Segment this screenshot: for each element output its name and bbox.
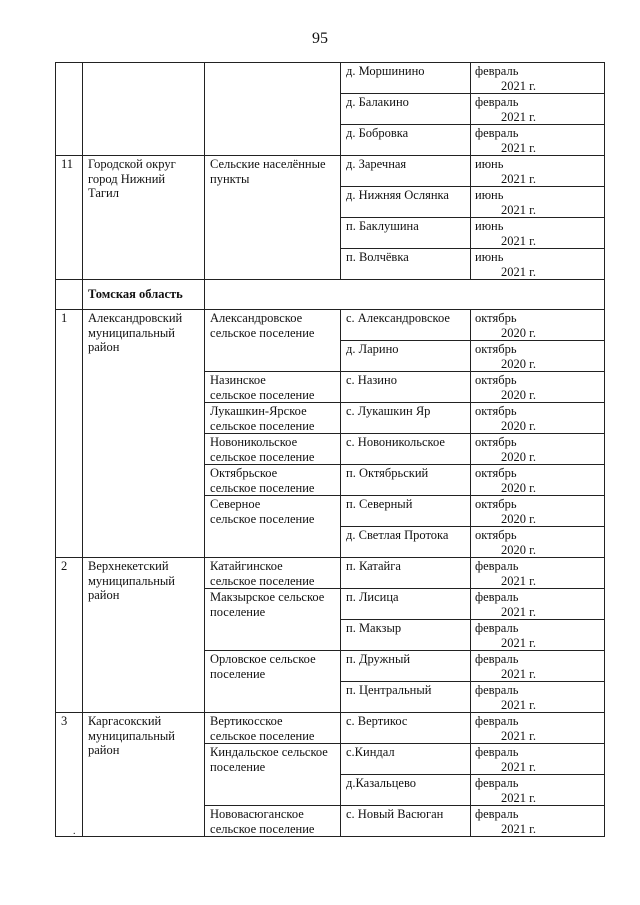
- locality-cell: п. Макзыр: [341, 620, 471, 651]
- cell-line: 2021 г.: [501, 233, 536, 248]
- cell-line: июнь: [475, 250, 504, 264]
- date-cell: [471, 94, 605, 125]
- cell-line: Орловское сельское: [210, 652, 316, 666]
- cell-line: город Нижний: [88, 171, 166, 186]
- page-number: 95: [312, 30, 328, 47]
- cell-line: октябрь: [475, 435, 517, 449]
- date-cell: [471, 63, 605, 94]
- locality-cell: п. Лисица: [341, 589, 471, 620]
- region-row: [56, 280, 605, 310]
- date-cell: [471, 310, 605, 341]
- cell-line: район: [88, 340, 120, 354]
- locality-cell: д. Моршинино: [341, 63, 471, 94]
- locality-cell: с. Вертикос: [341, 713, 471, 744]
- locality-cell: п. Дружный: [341, 651, 471, 682]
- cell-line: сельское поселение: [210, 511, 315, 526]
- locality-cell: д. Бобровка: [341, 125, 471, 156]
- district-cell: [83, 63, 205, 156]
- locality-cell: п. Баклушина: [341, 218, 471, 249]
- date-cell: [471, 403, 605, 434]
- cell-line: февраль: [475, 745, 519, 759]
- cell-line: октябрь: [475, 528, 517, 542]
- district-cell: [83, 156, 205, 280]
- cell-line: октябрь: [475, 466, 517, 480]
- region-empty-cell: [56, 280, 83, 310]
- locality-cell: д. Светлая Протока: [341, 527, 471, 558]
- date-cell: [471, 249, 605, 280]
- cell-line: июнь: [475, 219, 504, 233]
- cell-line: сельское поселение: [210, 449, 315, 464]
- cell-line: сельское поселение: [210, 387, 315, 402]
- cell-line: Октябрьское: [210, 466, 278, 480]
- date-cell: [471, 713, 605, 744]
- cell-line: февраль: [475, 807, 519, 821]
- district-cell: [83, 713, 205, 837]
- settlement-cell: [205, 558, 341, 589]
- cell-line: пункты: [210, 171, 250, 186]
- cell-line: февраль: [475, 621, 519, 635]
- cell-line: февраль: [475, 126, 519, 140]
- cell-line: 2020 г.: [501, 387, 536, 402]
- date-cell: [471, 806, 605, 837]
- region-rest-cell: [205, 280, 605, 310]
- locality-cell: д. Балакино: [341, 94, 471, 125]
- cell-line: 2021 г.: [501, 821, 536, 836]
- cell-line: муниципальный: [88, 325, 175, 340]
- settlement-cell: [205, 63, 341, 156]
- cell-line: поселение: [210, 604, 266, 619]
- cell-line: район: [88, 588, 120, 602]
- locality-cell: п. Октябрьский: [341, 465, 471, 496]
- cell-line: сельское поселение: [210, 728, 315, 743]
- settlement-cell: [205, 372, 341, 403]
- cell-line: поселение: [210, 759, 266, 774]
- locality-cell: д. Заречная: [341, 156, 471, 187]
- cell-line: 2020 г.: [501, 356, 536, 371]
- region-title-cell: Томская область: [83, 280, 205, 310]
- locality-cell: п. Волчёвка: [341, 249, 471, 280]
- cell-line: Вертикосское: [210, 714, 283, 728]
- date-cell: [471, 651, 605, 682]
- cell-line: сельское поселение: [210, 480, 315, 495]
- cell-line: 2021 г.: [501, 202, 536, 217]
- row-number-cell: 11: [56, 156, 83, 280]
- locality-cell: п. Центральный: [341, 682, 471, 713]
- date-cell: [471, 218, 605, 249]
- cell-line: 2021 г.: [501, 697, 536, 712]
- locality-cell: д. Нижняя Ослянка: [341, 187, 471, 218]
- cell-line: 2021 г.: [501, 264, 536, 279]
- date-cell: [471, 372, 605, 403]
- cell-line: Городской округ: [88, 157, 176, 171]
- date-cell: [471, 156, 605, 187]
- locality-cell: с. Назино: [341, 372, 471, 403]
- settlement-cell: [205, 651, 341, 713]
- date-cell: [471, 341, 605, 372]
- cell-line: Макзырское сельское: [210, 590, 325, 604]
- cell-line: 2021 г.: [501, 140, 536, 155]
- cell-line: район: [88, 743, 120, 757]
- table-row: [56, 558, 605, 589]
- cell-line: 2020 г.: [501, 542, 536, 557]
- cell-line: 2020 г.: [501, 449, 536, 464]
- cell-line: 2020 г.: [501, 325, 536, 340]
- cell-line: Александровский: [88, 311, 183, 325]
- settlement-cell: [205, 806, 341, 837]
- cell-line: муниципальный: [88, 728, 175, 743]
- cell-line: 2020 г.: [501, 418, 536, 433]
- cell-line: 2021 г.: [501, 604, 536, 619]
- table-row: [56, 713, 605, 744]
- cell-line: февраль: [475, 714, 519, 728]
- cell-line: февраль: [475, 64, 519, 78]
- cell-line: 2021 г.: [501, 790, 536, 805]
- cell-line: Катайгинское: [210, 559, 283, 573]
- cell-line: муниципальный: [88, 573, 175, 588]
- cell-line: сельское поселение: [210, 573, 315, 588]
- date-cell: [471, 620, 605, 651]
- cell-line: июнь: [475, 188, 504, 202]
- cell-line: Тагил: [88, 186, 119, 200]
- cell-line: 2021 г.: [501, 78, 536, 93]
- cell-line: 2021 г.: [501, 759, 536, 774]
- settlement-cell: [205, 403, 341, 434]
- locality-cell: п. Северный: [341, 496, 471, 527]
- cell-line: 2021 г.: [501, 171, 536, 186]
- locality-cell: с. Новый Васюган: [341, 806, 471, 837]
- date-cell: [471, 496, 605, 527]
- cell-line: февраль: [475, 95, 519, 109]
- cell-line: октябрь: [475, 404, 517, 418]
- locality-cell: д. Ларино: [341, 341, 471, 372]
- date-cell: [471, 125, 605, 156]
- settlement-cell: [205, 434, 341, 465]
- cell-line: февраль: [475, 683, 519, 697]
- cell-line: Александровское: [210, 311, 303, 325]
- cell-line: февраль: [475, 590, 519, 604]
- locality-cell: с. Новоникольское: [341, 434, 471, 465]
- cell-line: сельское поселение: [210, 821, 315, 836]
- cell-line: октябрь: [475, 373, 517, 387]
- cell-line: Северное: [210, 497, 261, 511]
- date-cell: [471, 589, 605, 620]
- cell-line: Назинское: [210, 373, 266, 387]
- cell-line: февраль: [475, 776, 519, 790]
- district-cell: [83, 558, 205, 713]
- cell-line: 2021 г.: [501, 728, 536, 743]
- date-cell: [471, 187, 605, 218]
- date-cell: [471, 744, 605, 775]
- settlement-cell: [205, 713, 341, 744]
- settlement-cell: [205, 496, 341, 558]
- locality-cell: с.Киндал: [341, 744, 471, 775]
- cell-line: Каргасокский: [88, 714, 162, 728]
- cell-line: февраль: [475, 559, 519, 573]
- cell-line: февраль: [475, 652, 519, 666]
- row-number-cell: [56, 63, 83, 156]
- table-row: [56, 156, 605, 187]
- settlement-cell: [205, 465, 341, 496]
- cell-line: 2021 г.: [501, 109, 536, 124]
- cell-line: Лукашкин-Ярское: [210, 404, 307, 418]
- cell-line: октябрь: [475, 497, 517, 511]
- district-cell: [83, 310, 205, 558]
- settlement-cell: [205, 310, 341, 372]
- date-cell: [471, 558, 605, 589]
- cell-line: сельское поселение: [210, 418, 315, 433]
- locality-cell: д.Казальцево: [341, 775, 471, 806]
- cell-line: поселение: [210, 666, 266, 681]
- table-row: [56, 63, 605, 94]
- cell-line: октябрь: [475, 342, 517, 356]
- cell-line: Верхнекетский: [88, 559, 169, 573]
- row-number-cell: 3: [56, 713, 83, 837]
- date-cell: [471, 775, 605, 806]
- locality-cell: с. Лукашкин Яр: [341, 403, 471, 434]
- date-cell: [471, 682, 605, 713]
- cell-line: сельское поселение: [210, 325, 315, 340]
- cell-line: 2020 г.: [501, 511, 536, 526]
- cell-line: Новоникольское: [210, 435, 298, 449]
- cell-line: 2021 г.: [501, 666, 536, 681]
- cell-line: июнь: [475, 157, 504, 171]
- settlement-cell: [205, 156, 341, 280]
- cell-line: Киндальское сельское: [210, 745, 328, 759]
- cell-line: Сельские населённые: [210, 157, 326, 171]
- row-number-cell: 2: [56, 558, 83, 713]
- date-cell: [471, 434, 605, 465]
- settlement-cell: [205, 589, 341, 651]
- cell-line: 2021 г.: [501, 635, 536, 650]
- cell-line: 2020 г.: [501, 480, 536, 495]
- footer-mark: .: [73, 826, 76, 837]
- cell-line: октябрь: [475, 311, 517, 325]
- settlement-cell: [205, 744, 341, 806]
- locality-cell: п. Катайга: [341, 558, 471, 589]
- locality-cell: с. Александровское: [341, 310, 471, 341]
- table-row: [56, 310, 605, 341]
- date-cell: [471, 527, 605, 558]
- settlements-table: [55, 62, 605, 837]
- date-cell: [471, 465, 605, 496]
- row-number-cell: 1: [56, 310, 83, 558]
- cell-line: Нововасюганское: [210, 807, 304, 821]
- cell-line: 2021 г.: [501, 573, 536, 588]
